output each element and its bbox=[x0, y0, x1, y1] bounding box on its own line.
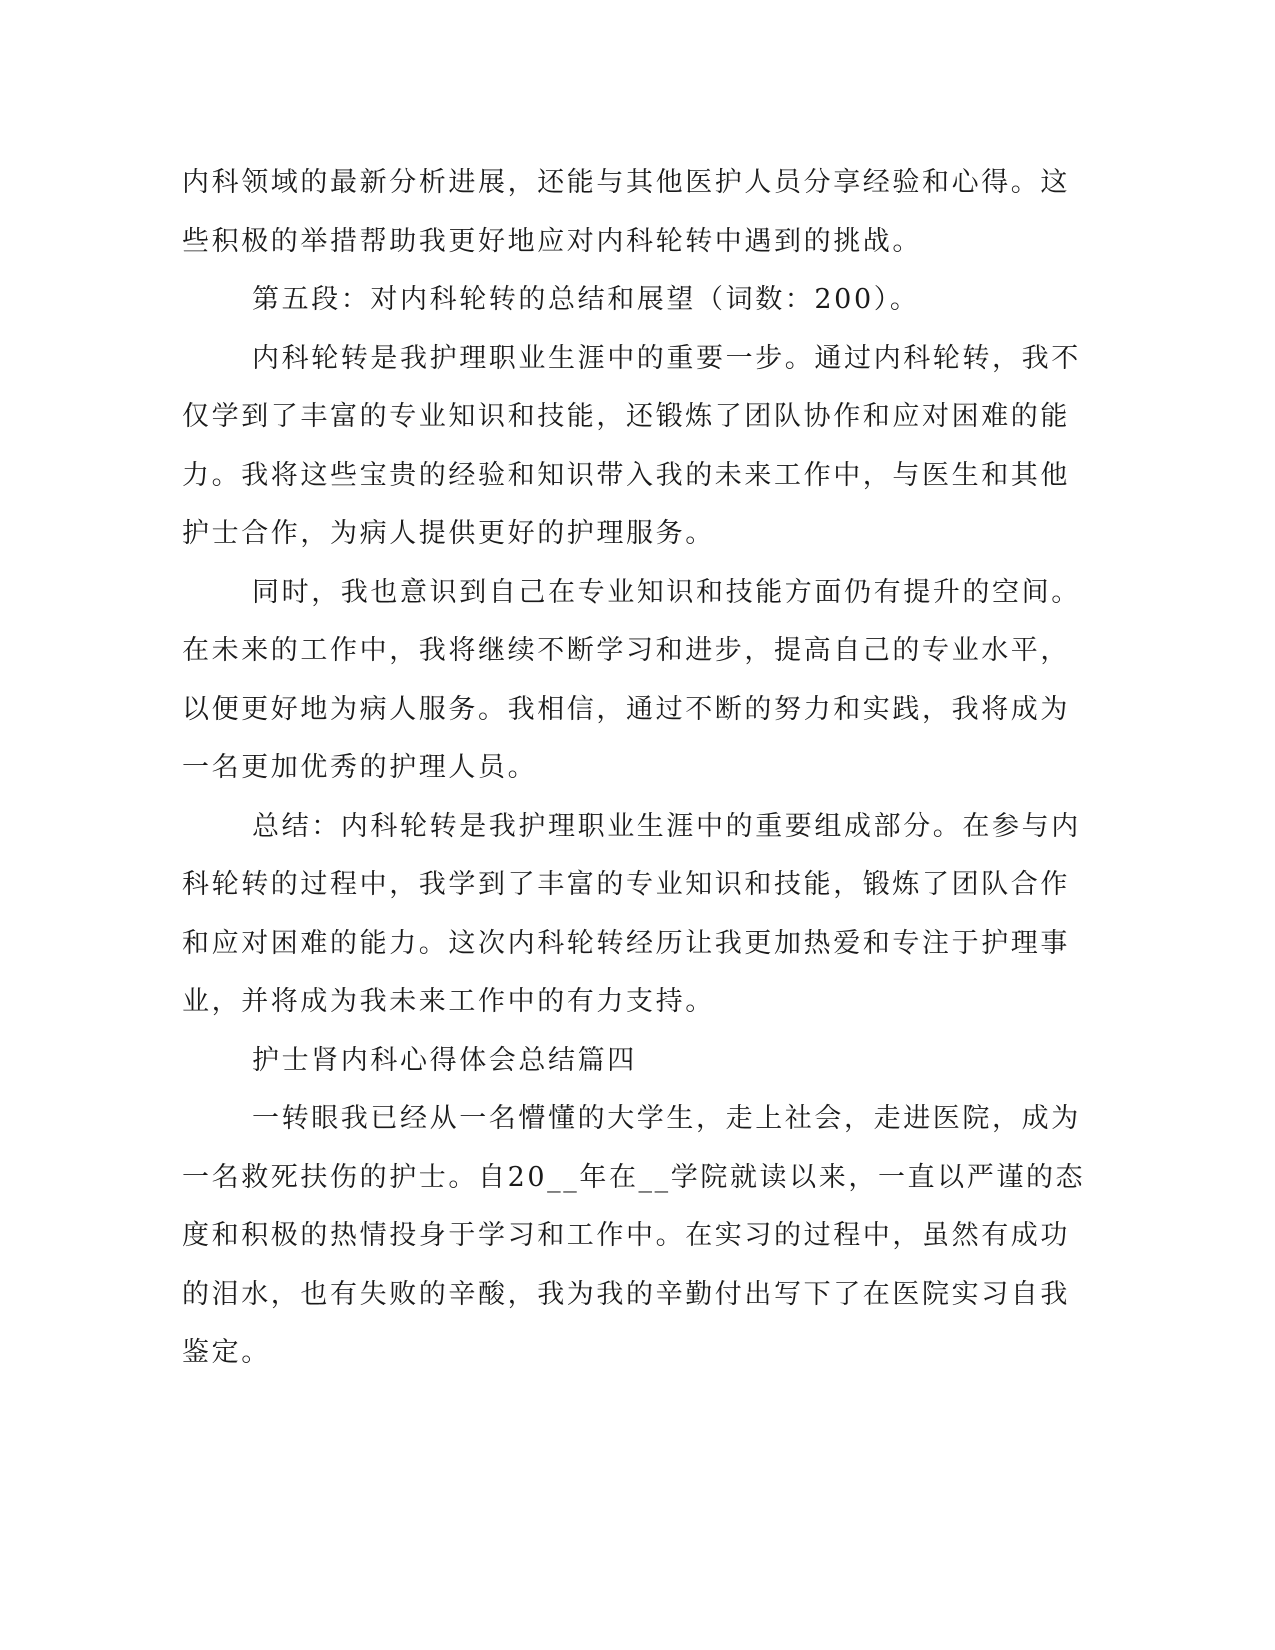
text-line: 和应对困难的能力。这次内科轮转经历让我更加热爱和专注于护理事 bbox=[182, 928, 1070, 959]
text-line: 度和积极的热情投身于学习和工作中。在实习的过程中，虽然有成功 bbox=[182, 1220, 1070, 1251]
text-line: 一名更加优秀的护理人员。 bbox=[182, 752, 538, 783]
text-line: 以便更好地为病人服务。我相信，通过不断的努力和实践，我将成为 bbox=[182, 694, 1070, 725]
text-line: 总结：内科轮转是我护理职业生涯中的重要组成部分。在参与内 bbox=[252, 811, 1081, 842]
text-line: 些积极的举措帮助我更好地应对内科轮转中遇到的挑战。 bbox=[182, 226, 922, 257]
section-heading: 护士肾内科心得体会总结篇四 bbox=[252, 1045, 637, 1076]
text-line: 鉴定。 bbox=[182, 1337, 271, 1368]
text-line: 在未来的工作中，我将继续不断学习和进步，提高自己的专业水平， bbox=[182, 635, 1070, 666]
text-line: 科轮转的过程中，我学到了丰富的专业知识和技能，锻炼了团队合作 bbox=[182, 869, 1070, 900]
text-line: 力。我将这些宝贵的经验和知识带入我的未来工作中，与医生和其他 bbox=[182, 460, 1070, 491]
text-line: 的泪水，也有失败的辛酸，我为我的辛勤付出写下了在医院实习自我 bbox=[182, 1279, 1070, 1310]
text-line: 内科轮转是我护理职业生涯中的重要一步。通过内科轮转，我不 bbox=[252, 343, 1081, 374]
text-line: 一名救死扶伤的护士。自20__年在__学院就读以来，一直以严谨的态 bbox=[182, 1162, 1086, 1193]
section-heading: 第五段：对内科轮转的总结和展望（词数：200）。 bbox=[252, 284, 920, 315]
text-line: 内科领域的最新分析进展，还能与其他医护人员分享经验和心得。这 bbox=[182, 167, 1070, 198]
text-line: 仅学到了丰富的专业知识和技能，还锻炼了团队协作和应对困难的能 bbox=[182, 401, 1070, 432]
text-line: 一转眼我已经从一名懵懂的大学生，走上社会，走进医院，成为 bbox=[252, 1103, 1081, 1134]
text-line: 同时，我也意识到自己在专业知识和技能方面仍有提升的空间。 bbox=[252, 577, 1081, 608]
text-line: 业，并将成为我未来工作中的有力支持。 bbox=[182, 986, 715, 1017]
text-line: 护士合作，为病人提供更好的护理服务。 bbox=[182, 518, 715, 549]
